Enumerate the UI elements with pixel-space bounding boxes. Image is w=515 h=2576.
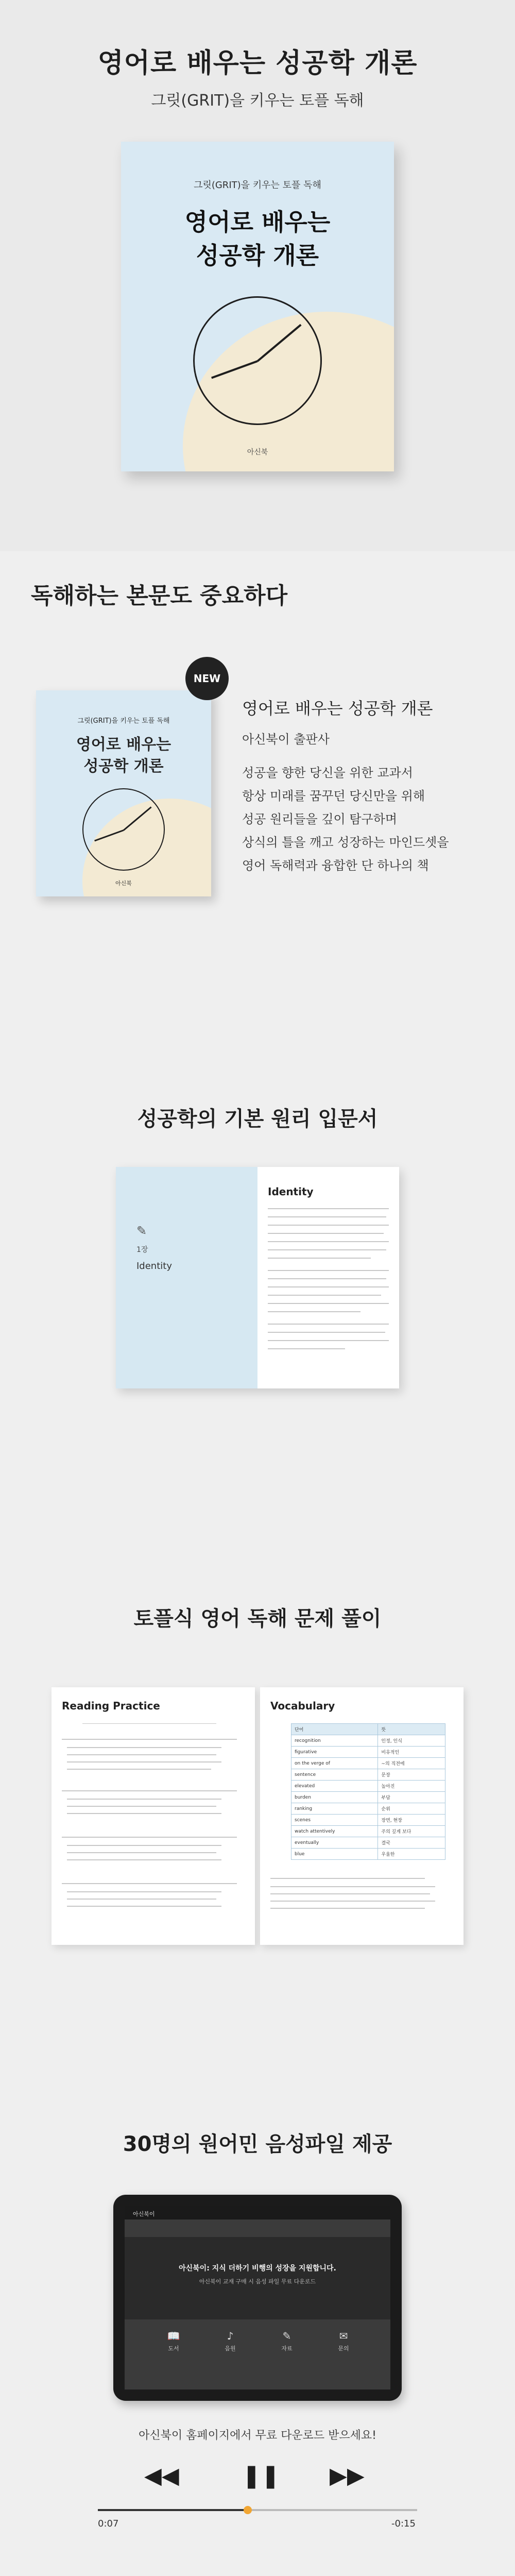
table-row	[291, 1769, 445, 1781]
hero-title: 영어로 배우는 성공학 개론	[97, 48, 418, 79]
cover-small-text: 그릿(GRIT)을 키우는 토플 독해	[194, 180, 321, 191]
word-cell: ranking	[291, 1803, 378, 1815]
word-cell: watch attentively	[291, 1826, 378, 1837]
intro-line: 아신북이 출판사	[242, 732, 330, 747]
word-cell: blue	[291, 1849, 378, 1860]
text-line	[268, 1286, 389, 1287]
table-row	[291, 1747, 445, 1758]
audio-progress-knob[interactable]	[244, 2506, 252, 2514]
text-line	[62, 1790, 237, 1791]
menu-item-label: 도서	[168, 2345, 179, 2352]
meaning-cell: 순위	[378, 1803, 445, 1815]
cover-publisher: 아신북	[115, 880, 132, 887]
text-line	[67, 1891, 221, 1892]
vocabulary-table	[291, 1723, 445, 1860]
pencil-icon: ✎	[136, 1224, 147, 1238]
word-cell: sentence	[291, 1769, 378, 1781]
hero-section	[0, 0, 515, 551]
audio-section	[0, 2066, 515, 2576]
table-row	[291, 1849, 445, 1860]
word-cell: burden	[291, 1792, 378, 1803]
clock-hand-hour	[123, 806, 152, 831]
table-header-row	[291, 1724, 445, 1735]
meaning-cell: 장면, 현장	[378, 1815, 445, 1826]
site-banner	[125, 2237, 390, 2319]
site-header	[125, 2206, 390, 2219]
intro-line: 항상 미래를 꿈꾸던 당신만을 위해	[242, 789, 425, 803]
text-line	[268, 1295, 381, 1296]
table-header-cell: 뜻	[378, 1724, 445, 1735]
chapter-word: Identity	[136, 1261, 172, 1272]
pencil-icon: ✎	[282, 2330, 291, 2342]
meaning-cell: 우울한	[378, 1849, 445, 1860]
text-line	[67, 1747, 221, 1748]
intro-line: 영어 독해력과 융합한 단 하나의 책	[242, 858, 429, 873]
spread-right-page	[258, 1167, 399, 1388]
practice-title: 토플식 영어 독해 문제 풀이	[133, 1607, 382, 1631]
text-line	[67, 1799, 221, 1800]
text-line	[268, 1225, 389, 1226]
vocabulary-page	[260, 1687, 464, 1945]
meaning-cell: 부담	[378, 1792, 445, 1803]
hero-book-cover	[121, 142, 394, 471]
menu-item-audio[interactable]	[212, 2330, 248, 2352]
intro-section	[0, 551, 515, 1061]
book-icon: 📖	[167, 2330, 180, 2342]
table-row	[291, 1758, 445, 1769]
text-line	[268, 1303, 389, 1304]
table-row	[291, 1803, 445, 1815]
menu-item-label: 자료	[281, 2345, 293, 2352]
text-line	[67, 1806, 216, 1807]
table-row	[291, 1781, 445, 1792]
word-cell: on the verge of	[291, 1758, 378, 1769]
meaning-cell: 비유적인	[378, 1747, 445, 1758]
text-line	[270, 1908, 425, 1909]
text-line	[270, 1893, 430, 1894]
word-cell: figurative	[291, 1747, 378, 1758]
table-row	[291, 1735, 445, 1747]
table-row	[291, 1826, 445, 1837]
site-name: 아신북이	[133, 2211, 155, 2217]
cover-publisher: 아신북	[247, 448, 268, 456]
spread-left-page	[116, 1167, 258, 1388]
text-line	[67, 1852, 216, 1853]
book-spread	[116, 1167, 399, 1388]
intro-line: 성공을 향한 당신을 위한 교과서	[242, 766, 413, 780]
audio-progress-fill	[98, 2509, 248, 2511]
time-current: 0:07	[98, 2518, 119, 2529]
vocabulary-heading: Vocabulary	[270, 1700, 335, 1712]
text-line	[67, 1859, 221, 1860]
clock-icon	[82, 788, 165, 871]
text-line	[268, 1340, 389, 1341]
word-cell: eventually	[291, 1837, 378, 1849]
text-line	[268, 1241, 389, 1242]
time-remaining: -0:15	[391, 2518, 416, 2529]
word-cell: recognition	[291, 1735, 378, 1747]
text-line	[67, 1761, 221, 1762]
pause-button[interactable]: ❚❚	[242, 2463, 280, 2489]
clock-hand-hour	[257, 324, 302, 362]
intro-line: 상식의 틀을 깨고 성장하는 마인드셋을	[242, 835, 449, 850]
chapter-label: 1장	[136, 1246, 148, 1254]
cover-small-text: 그릿(GRIT)을 키우는 토플 독해	[77, 717, 170, 725]
new-badge: NEW	[185, 657, 229, 700]
meaning-cell: 인정, 인식	[378, 1735, 445, 1747]
rewind-button[interactable]: ◀◀	[144, 2463, 179, 2489]
clock-hand-minute	[211, 360, 258, 379]
clock-icon	[193, 296, 322, 425]
tablet-device	[113, 2195, 402, 2401]
meaning-cell: 결국	[378, 1837, 445, 1849]
text-line	[268, 1208, 389, 1209]
text-line	[62, 1883, 237, 1884]
meaning-cell: ~의 직전에	[378, 1758, 445, 1769]
table-header-cell: 단어	[291, 1724, 378, 1735]
text-line	[268, 1258, 371, 1259]
text-line	[62, 1739, 237, 1740]
text-line	[270, 1878, 425, 1879]
text-line	[268, 1348, 345, 1349]
cover-title-line2: 성공학 개론	[196, 242, 319, 269]
text-line	[67, 1754, 216, 1755]
text-line	[270, 1886, 435, 1887]
word-cell: elevated	[291, 1781, 378, 1792]
intro-book-cover	[36, 690, 211, 896]
intro-heading: 영어로 배우는 성공학 개론	[242, 699, 433, 718]
meaning-cell: 주의 깊게 보다	[378, 1826, 445, 1837]
reading-practice-page	[52, 1687, 255, 1945]
text-line	[268, 1216, 386, 1217]
text-line	[67, 1813, 221, 1814]
banner-title: 아신북이: 지식 더하기 비행의 성장을 지원합니다.	[179, 2264, 336, 2273]
music-icon: ♪	[227, 2330, 234, 2342]
table-row	[291, 1815, 445, 1826]
text-line	[268, 1233, 384, 1234]
menu-item-label: 음원	[225, 2345, 236, 2352]
meaning-cell: 문장	[378, 1769, 445, 1781]
text-line	[268, 1332, 385, 1333]
menu-item-contact[interactable]	[325, 2330, 362, 2352]
practice-section	[0, 1551, 515, 2066]
audio-progress-bar[interactable]	[98, 2509, 417, 2511]
text-line	[268, 1311, 360, 1312]
table-row	[291, 1837, 445, 1849]
cover-title-line1: 영어로 배우는	[76, 736, 171, 754]
banner-subtitle: 아신북이 교재 구매 시 음성 파일 무료 다운로드	[199, 2278, 316, 2285]
reading-practice-heading: Reading Practice	[62, 1700, 160, 1712]
word-cell: scenes	[291, 1815, 378, 1826]
page-heading: Identity	[268, 1185, 314, 1198]
audio-title: 30명의 원어민 음성파일 제공	[123, 2132, 392, 2156]
intro-line: 성공 원리들을 깊이 탐구하며	[242, 812, 398, 826]
text-line	[270, 1901, 435, 1902]
cover-title-line1: 영어로 배우는	[184, 208, 331, 236]
text-line	[62, 1837, 237, 1838]
text-line	[67, 1906, 221, 1907]
menu-item-resources[interactable]	[269, 2330, 305, 2352]
text-line	[67, 1769, 211, 1770]
cover-title-line2: 성공학 개론	[83, 757, 164, 775]
hero-subtitle: 그릿(GRIT)을 키우는 토플 독해	[151, 92, 364, 110]
text-line	[268, 1249, 386, 1250]
text-line	[67, 1845, 221, 1846]
table-row	[291, 1792, 445, 1803]
intro-title: 독해하는 본문도 중요하다	[31, 583, 288, 609]
text-line	[268, 1270, 389, 1271]
text-line	[268, 1324, 389, 1325]
text-line	[268, 1278, 386, 1279]
menu-item-books[interactable]	[156, 2330, 192, 2352]
menu-item-label: 문의	[338, 2345, 349, 2352]
meaning-cell: 높아진	[378, 1781, 445, 1792]
principles-title: 성공학의 기본 원리 입문서	[137, 1107, 378, 1131]
text-line	[67, 1899, 216, 1900]
principles-section	[0, 1061, 515, 1551]
download-note: 아신북이 홈페이지에서 무료 다운로드 받으세요!	[139, 2429, 376, 2442]
fast-forward-button[interactable]: ▶▶	[330, 2463, 365, 2489]
tablet-screen	[125, 2206, 390, 2389]
text-line	[82, 1723, 216, 1724]
chat-icon: ✉	[339, 2330, 348, 2342]
clock-hand-minute	[94, 829, 124, 841]
